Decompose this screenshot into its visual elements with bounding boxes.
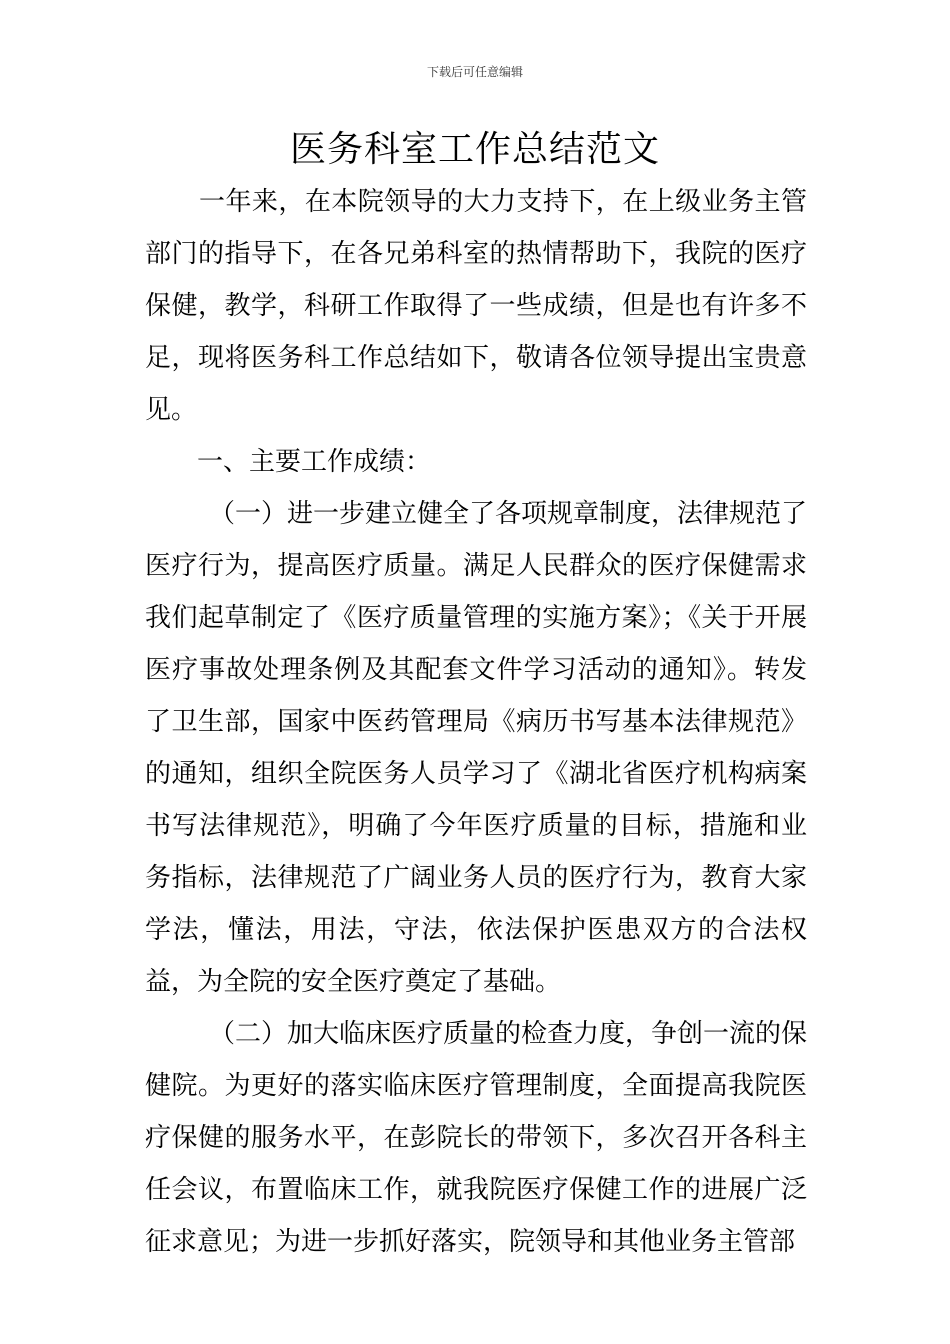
download-note: 下载后可任意编辑 xyxy=(426,65,523,79)
document-body xyxy=(145,176,807,1268)
document-title: 医务科室工作总结范文 xyxy=(289,129,660,170)
intro-paragraph: 一年来，在本院领导的大力支持下，在上级业务主管部门的指导下，在各兄弟科室的热情帮助下，我院的医疗保健，教学，科研工作取得了一些成绩，但是也有许多不足，现将医务科工作总结如下，敬请各位领导提出宝贵意见。 xyxy=(145,187,807,425)
paragraph-item-1: （一）进一步建立健全了各项规章制度，法律规范了医疗行为，提高医疗质量。满足人民群众的医疗保健需求我们起草制定了《医疗质量管理的实施方案》；《关于开展医疗事故处理条例及其配套文件学习活动的通知》。转发了卫生部，国家中医药管理局《病历书写基本法律规范》的通知，组织全院医务人员学习了《湖北省医疗机构病案书写法律规范》，明确了今年医疗质量的目标，措施和业务指标，法律规范了广阔业务人员的医疗行为，教育大家学法，懂法，用法，守法，依法保护医患双方的合法权益，为全院的安全医疗奠定了基础。 xyxy=(145,499,808,997)
section-heading-main-achievements: 一、主要工作成绩： xyxy=(197,447,432,477)
paragraph-item-2: （二）加大临床医疗质量的检查力度，争创一流的保健院。为更好的落实临床医疗管理制度，全面提高我院医疗保健的服务水平，在彭院长的带领下，多次召开各科主任会议，布置临床工作，就我院医疗保健工作的进展广泛征求意见；为进一步抓好落实，院领导和其他业务主管部 xyxy=(145,1019,808,1257)
